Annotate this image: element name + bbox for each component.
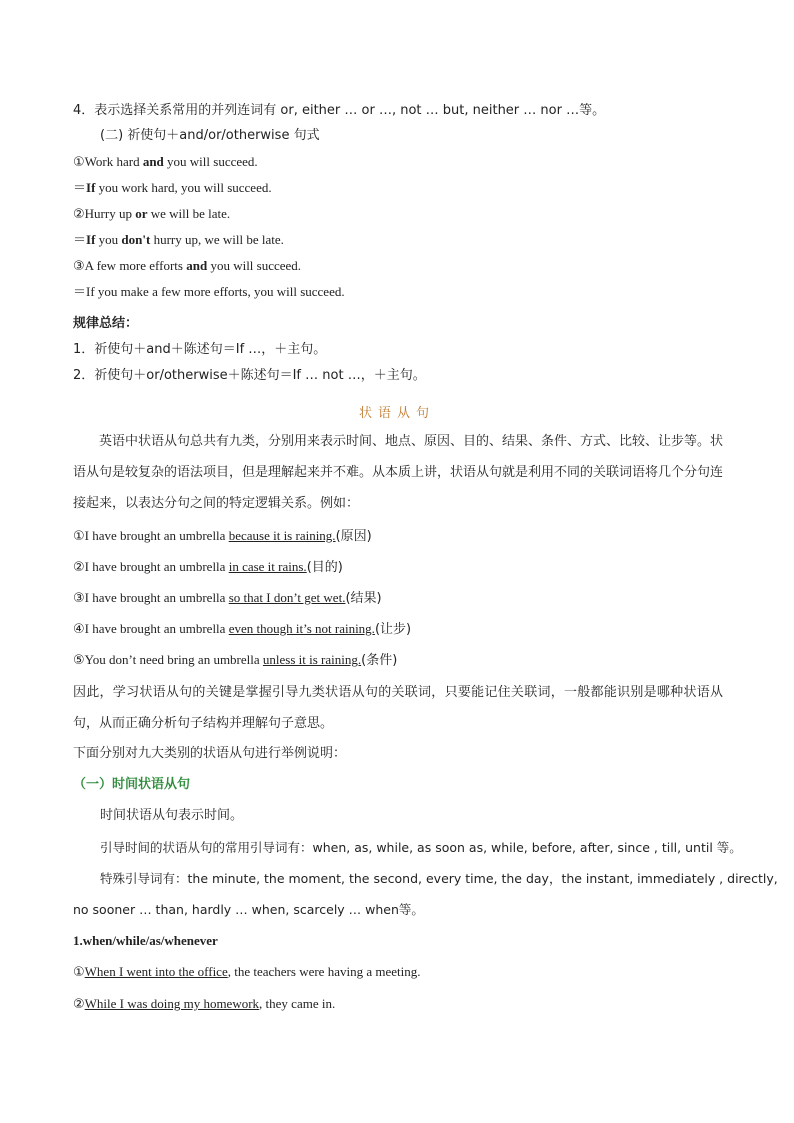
type: (原因) xyxy=(335,529,372,544)
t: you will succeed. xyxy=(207,258,302,273)
type: (让步) xyxy=(374,622,412,637)
eq: ＝ xyxy=(73,284,87,299)
example-1a xyxy=(73,154,258,171)
subsection-1: 1.when/while/as/whenever xyxy=(73,933,218,948)
next-line: 下面分别对九大类别的状语从句进行举例说明： xyxy=(73,746,347,761)
t: we will be late. xyxy=(147,206,231,221)
num: ③ xyxy=(73,259,85,274)
clause: unless it is raining. xyxy=(262,652,362,667)
t: I have brought an umbrella xyxy=(84,559,229,574)
example-3a xyxy=(73,258,301,275)
summary-title: 规律总结： xyxy=(73,316,139,331)
when-example-2 xyxy=(73,996,335,1013)
time-line-1: 时间状语从句表示时间。 xyxy=(100,808,244,823)
kw: If xyxy=(86,232,96,247)
t: A few more efforts xyxy=(84,258,187,273)
time-line-3a: 特殊引导词有：the minute, the moment, the second, every time, the day，the instant, immediately , directly, xyxy=(100,871,778,886)
umbrella-2 xyxy=(73,559,343,576)
example-1b xyxy=(73,180,272,196)
num: ① xyxy=(73,965,85,980)
eq: ＝ xyxy=(73,232,87,247)
clause: even though it’s not raining. xyxy=(228,621,375,636)
num: ② xyxy=(73,997,85,1012)
section-2-title-text: (二) 祈使句＋and/or/otherwise 句式 xyxy=(100,128,320,143)
intro-paragraph: 英语中状语从句总共有九类，分别用来表示时间、地点、原因、目的、结果、条件、方式、比较、让步等。状语从句是较复杂的语法项目，但是理解起来并不难。从本质上讲，状语从句就是利用不同的关联词语将几个分句连接起来，以表达分句之间的特定逻辑关系。例如： xyxy=(73,434,724,511)
type: (目的) xyxy=(306,560,343,575)
t: Hurry up xyxy=(84,206,136,221)
adv-clause-title: 状语从句 xyxy=(358,406,435,421)
conclusion-paragraph: 因此，学习状语从句的关键是掌握引导九类状语从句的关联词，只要能记住关联词，一般都能识别是哪种状语从句，从而正确分析句子结构并理解句子意思。 xyxy=(73,685,723,731)
clause: When I went into the office xyxy=(84,964,228,979)
time-line-3b: no sooner … than, hardly … when, scarcely … when等。 xyxy=(73,902,424,917)
umbrella-1 xyxy=(73,528,372,545)
kw: don't xyxy=(121,232,151,247)
type: (结果) xyxy=(345,591,382,606)
example-2a xyxy=(73,206,230,223)
umbrella-3 xyxy=(73,590,382,607)
t: you xyxy=(95,232,122,247)
num: ⑤ xyxy=(73,653,85,668)
kw: and xyxy=(142,154,164,169)
t: , the teachers were having a meeting. xyxy=(227,964,421,979)
t: hurry up, we will be late. xyxy=(150,232,284,247)
when-example-1 xyxy=(73,964,420,981)
t: I have brought an umbrella xyxy=(84,528,229,543)
t: I have brought an umbrella xyxy=(84,590,229,605)
t: , they came in. xyxy=(259,996,336,1011)
clause: so that I don’t get wet. xyxy=(228,590,346,605)
example-3b xyxy=(73,284,345,300)
summary-2: 2．祈使句＋or/otherwise＋陈述句＝If … not …，＋主句。 xyxy=(73,368,426,383)
num: ② xyxy=(73,560,85,575)
num: ③ xyxy=(73,591,85,606)
t: you work hard, you will succeed. xyxy=(95,180,272,195)
num: ② xyxy=(73,207,85,222)
t: you will succeed. xyxy=(163,154,258,169)
summary-1: 1．祈使句＋and＋陈述句＝If …，＋主句。 xyxy=(73,342,327,357)
kw: and xyxy=(186,258,208,273)
time-clause-title: （一）时间状语从句 xyxy=(73,777,191,792)
time-line-2: 引导时间的状语从句的常用引导词有：when, as, while, as soon as, while, before, after, since , till, until 等。 xyxy=(100,840,742,855)
section-2-title xyxy=(100,128,320,144)
umbrella-5 xyxy=(73,652,397,669)
t: If you make a few more efforts, you will succeed. xyxy=(86,284,345,299)
example-2b xyxy=(73,232,284,248)
eq: ＝ xyxy=(73,180,87,195)
clause: because it is raining. xyxy=(228,528,336,543)
num: ① xyxy=(73,155,85,170)
clause: in case it rains. xyxy=(228,559,307,574)
kw: or xyxy=(135,206,148,221)
t: You don’t need bring an umbrella xyxy=(84,652,263,667)
kw: If xyxy=(86,180,96,195)
rule-4: 4．表示选择关系常用的并列连词有 or, either … or …, not … but, neither … nor …等。 xyxy=(73,103,606,118)
t: Work hard xyxy=(84,154,143,169)
num: ④ xyxy=(73,622,85,637)
t: I have brought an umbrella xyxy=(84,621,229,636)
type: (条件) xyxy=(361,653,398,668)
umbrella-4 xyxy=(73,621,411,638)
clause: While I was doing my homework xyxy=(84,996,260,1011)
num: ① xyxy=(73,529,85,544)
